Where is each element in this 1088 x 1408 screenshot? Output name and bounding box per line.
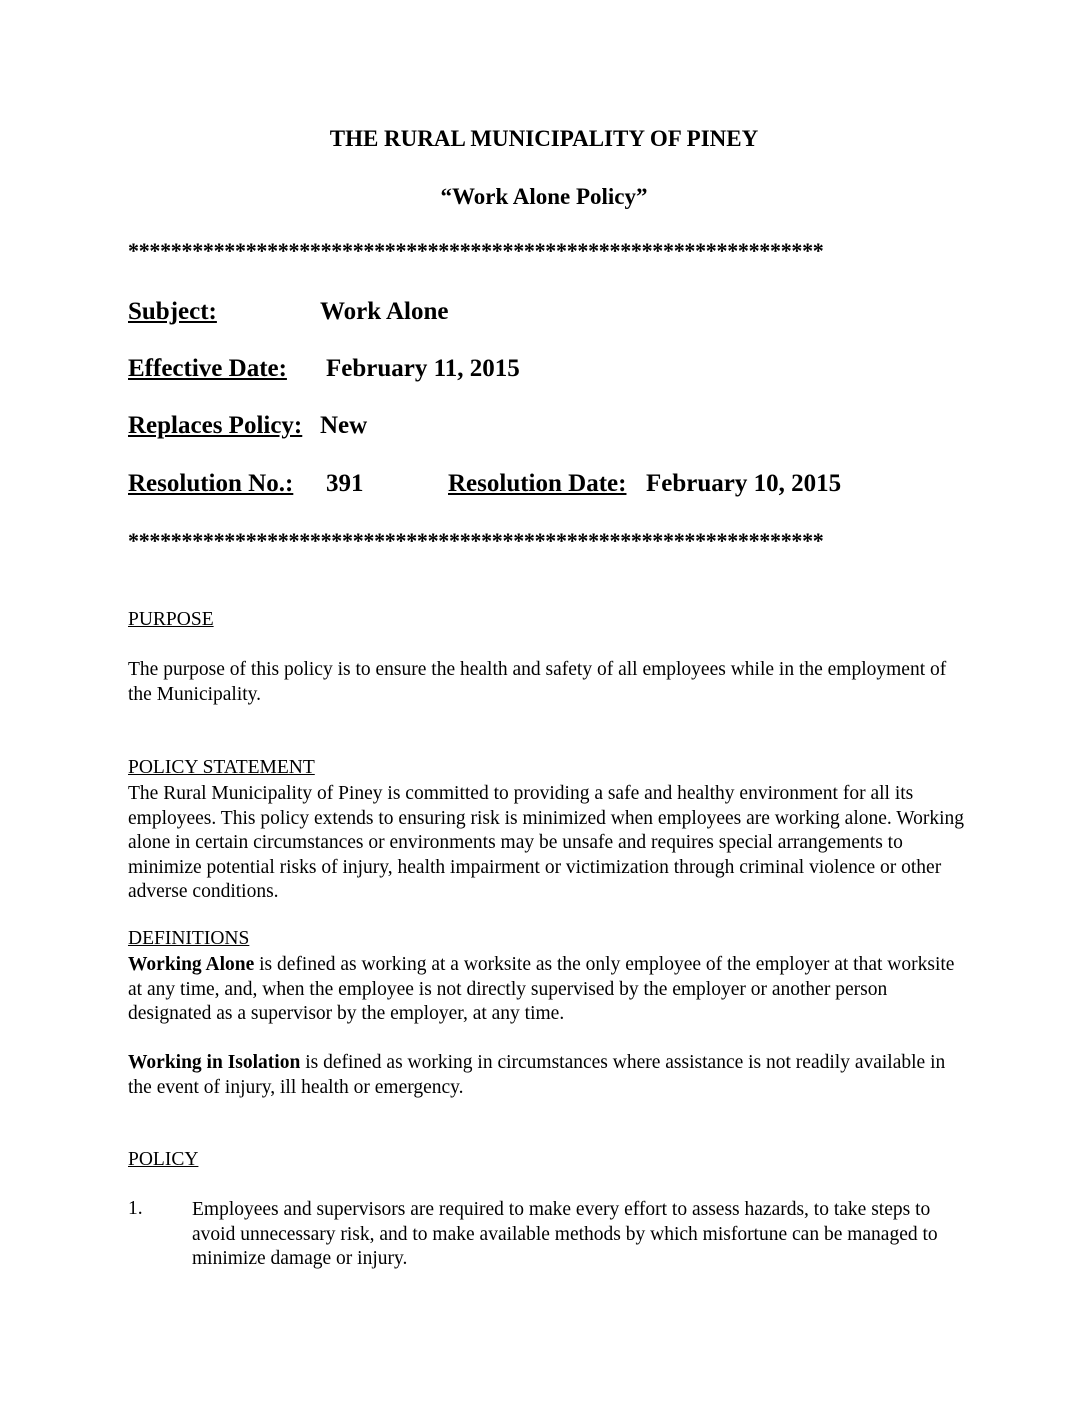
effective-date-value: February 11, 2015 [326,355,520,382]
policy-statement-text: The Rural Municipality of Piney is committed to providing a safe and healthy environment for all its employees. This policy extends to ensuring risk is minimized when employees are working alone. Working alone in certain circumstances or environments may be unsafe and requires special arrangements to minimize potential risks of injury, health impairment or victimization through criminal violence or other adverse conditions. [128,783,965,902]
resolution-date-label: Resolution Date: [448,470,627,497]
policy-heading: POLICY [128,1149,199,1170]
policy-item-text: Employees and supervisors are required to make every effort to assess hazards, to take steps to avoid unnecessary risk, and to make available methods by which misfortune can be managed to minimize damage or injury. [192,1199,938,1269]
subject-value: Work Alone [320,298,449,325]
resolution-date-value: February 10, 2015 [646,470,842,497]
purpose-text: The purpose of this policy is to ensure the health and safety of all employees while in the employment of the Municipality. [128,659,947,705]
definition-term-working-isolation: Working in Isolation [128,1052,301,1073]
policy-title: “Work Alone Policy” [440,184,648,209]
separator-bottom: ***************************************************************** [128,528,824,553]
policy-item-number: 1. [128,1198,143,1219]
definition-text-working-isolation: is defined as working in circumstances where assistance is not readily available in the event of injury, ill health or emergency. [128,1052,946,1098]
purpose-heading: PURPOSE [128,609,214,630]
definition-text-working-alone: is defined as working at a worksite as the only employee of the employer at that worksite at any time, and, when the employee is not directly supervised by the employer or another person designated as a supervisor by the employer, at any time. [128,954,955,1024]
definition-term-working-alone: Working Alone [128,954,255,975]
municipality-title: THE RURAL MUNICIPALITY OF PINEY [329,126,759,151]
definitions-heading: DEFINITIONS [128,928,250,949]
resolution-no-value: 391 [326,470,364,497]
effective-date-label: Effective Date: [128,355,287,382]
separator-top: ***************************************************************** [128,238,824,263]
subject-label: Subject: [128,298,217,325]
resolution-no-label: Resolution No.: [128,470,294,497]
policy-statement-heading: POLICY STATEMENT [128,757,315,778]
definition-working-alone [128,953,968,1027]
replaces-policy-value: New [320,412,368,439]
replaces-policy-label: Replaces Policy: [128,412,303,439]
definition-working-isolation [128,1051,968,1100]
